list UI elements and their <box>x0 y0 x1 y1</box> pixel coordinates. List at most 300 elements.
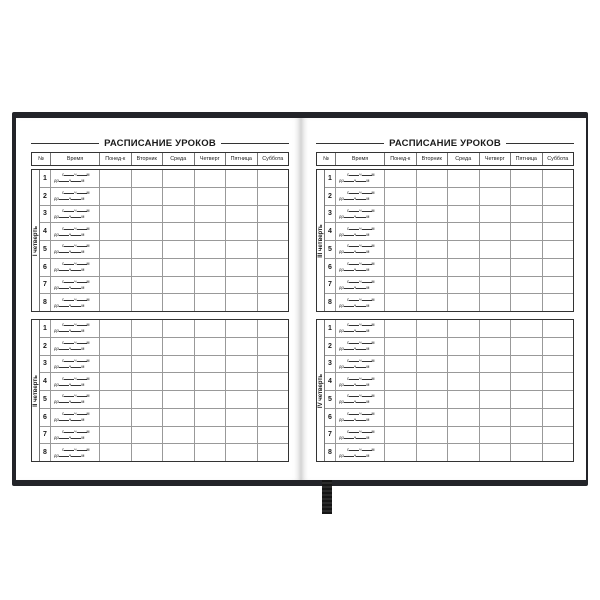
lesson-cell[interactable] <box>226 391 258 408</box>
lesson-cell[interactable] <box>417 338 449 355</box>
lesson-cell[interactable] <box>511 427 543 444</box>
time-line <box>54 249 99 255</box>
lesson-cell[interactable] <box>195 188 227 205</box>
lesson-cell[interactable] <box>448 391 480 408</box>
lesson-time-field[interactable] <box>51 373 100 390</box>
lesson-cell[interactable] <box>417 391 449 408</box>
lesson-cell[interactable] <box>163 241 195 258</box>
lesson-cell[interactable] <box>100 320 132 337</box>
time-prefix: до <box>339 381 345 387</box>
lesson-time-field[interactable] <box>336 241 385 258</box>
lesson-cell[interactable] <box>163 277 195 294</box>
lesson-cell[interactable] <box>511 223 543 240</box>
lesson-cell[interactable] <box>448 444 480 461</box>
time-blank <box>77 279 87 283</box>
lesson-cell[interactable] <box>195 391 227 408</box>
lesson-cell[interactable] <box>132 409 164 426</box>
lesson-cell[interactable] <box>417 320 449 337</box>
lesson-cell[interactable] <box>195 223 227 240</box>
lesson-cell[interactable] <box>132 427 164 444</box>
lesson-cell[interactable] <box>163 294 195 311</box>
lesson-cell[interactable] <box>195 373 227 390</box>
lesson-number: 3 <box>325 356 336 373</box>
lesson-cell[interactable] <box>163 223 195 240</box>
time-blank <box>64 411 77 417</box>
lesson-cell[interactable] <box>480 338 512 355</box>
lesson-time-field[interactable] <box>336 170 385 187</box>
time-blank <box>77 447 87 451</box>
lesson-cell[interactable] <box>258 427 289 444</box>
time-prefix: с <box>62 340 65 346</box>
time-line <box>54 178 99 184</box>
lesson-cell[interactable] <box>511 391 543 408</box>
lesson-cell[interactable] <box>417 427 449 444</box>
lesson-cell[interactable] <box>385 223 417 240</box>
lesson-cell[interactable] <box>543 241 574 258</box>
lesson-cell[interactable] <box>480 444 512 461</box>
lesson-cell[interactable] <box>385 259 417 276</box>
lesson-cell[interactable] <box>163 320 195 337</box>
lesson-number: 3 <box>325 206 336 223</box>
lesson-time-field[interactable] <box>51 277 100 294</box>
lesson-time-field[interactable] <box>51 223 100 240</box>
lesson-cell[interactable] <box>448 259 480 276</box>
lesson-cell[interactable] <box>448 338 480 355</box>
lesson-cell[interactable] <box>480 223 512 240</box>
lesson-cell[interactable] <box>226 223 258 240</box>
lesson-cell[interactable] <box>258 409 289 426</box>
lesson-cell[interactable] <box>480 170 512 187</box>
lesson-cell[interactable] <box>195 170 227 187</box>
time-hours-label: ч <box>359 207 362 213</box>
time-hours-label: ч <box>69 196 72 202</box>
lesson-cell[interactable] <box>258 223 289 240</box>
lesson-cell[interactable] <box>480 320 512 337</box>
quarter-label: I четверть <box>32 225 39 256</box>
lesson-cell[interactable] <box>195 277 227 294</box>
time-minutes-label: м <box>81 196 85 202</box>
lesson-cell[interactable] <box>195 409 227 426</box>
lesson-cell[interactable] <box>100 223 132 240</box>
lesson-cell[interactable] <box>163 206 195 223</box>
time-minutes-label: м <box>371 261 375 267</box>
time-minutes-label: м <box>81 249 85 255</box>
time-blank <box>59 249 72 255</box>
time-minutes-label: м <box>366 178 370 184</box>
lesson-cell[interactable] <box>132 320 164 337</box>
time-line <box>54 382 99 388</box>
time-blank <box>362 243 372 247</box>
lesson-cell[interactable] <box>543 277 574 294</box>
lesson-cell[interactable] <box>195 241 227 258</box>
time-hours-label: ч <box>354 363 357 369</box>
lesson-number: 3 <box>40 206 51 223</box>
lesson-cell[interactable] <box>417 409 449 426</box>
lesson-cell[interactable] <box>448 277 480 294</box>
lesson-cell[interactable] <box>417 373 449 390</box>
lesson-cell[interactable] <box>448 356 480 373</box>
lesson-cell[interactable] <box>480 373 512 390</box>
lesson-time-field[interactable] <box>51 409 100 426</box>
time-minutes-label: м <box>366 249 370 255</box>
lesson-cell[interactable] <box>226 338 258 355</box>
lesson-cell[interactable] <box>385 241 417 258</box>
lesson-cell[interactable] <box>132 170 164 187</box>
time-blank <box>349 340 362 346</box>
lesson-cell[interactable] <box>417 444 449 461</box>
time-prefix: до <box>339 399 345 405</box>
lesson-cell[interactable] <box>480 241 512 258</box>
lesson-cell[interactable] <box>417 356 449 373</box>
lesson-cell[interactable] <box>195 206 227 223</box>
lesson-cell[interactable] <box>543 259 574 276</box>
time-minutes-label: м <box>81 267 85 273</box>
lesson-cell[interactable] <box>258 170 289 187</box>
lesson-time-field[interactable] <box>51 356 100 373</box>
lesson-cell[interactable] <box>132 338 164 355</box>
lesson-cell[interactable] <box>480 206 512 223</box>
time-minutes-label: м <box>86 446 90 452</box>
lesson-cell[interactable] <box>100 294 132 311</box>
lesson-cell[interactable] <box>163 444 195 461</box>
lesson-cell[interactable] <box>480 409 512 426</box>
lesson-cell[interactable] <box>258 391 289 408</box>
lesson-time-field[interactable] <box>51 206 100 223</box>
lesson-cell[interactable] <box>417 241 449 258</box>
lesson-time-field[interactable] <box>51 241 100 258</box>
time-hours-label: ч <box>359 428 362 434</box>
lesson-cell[interactable] <box>258 373 289 390</box>
lesson-cell[interactable] <box>543 294 574 311</box>
lesson-time-field[interactable] <box>336 427 385 444</box>
lesson-cell[interactable] <box>100 241 132 258</box>
lesson-cell[interactable] <box>385 188 417 205</box>
lesson-cell[interactable] <box>163 259 195 276</box>
time-blank <box>362 411 372 415</box>
lesson-cell[interactable] <box>543 320 574 337</box>
lesson-cell[interactable] <box>226 320 258 337</box>
time-prefix: до <box>54 434 60 440</box>
time-minutes-label: м <box>81 452 85 458</box>
lesson-cell[interactable] <box>100 444 132 461</box>
lesson-cell[interactable] <box>511 338 543 355</box>
lesson-time-field[interactable] <box>51 427 100 444</box>
lesson-cell[interactable] <box>258 259 289 276</box>
lesson-time-field[interactable] <box>336 373 385 390</box>
lesson-time-field[interactable] <box>51 338 100 355</box>
lesson-cell[interactable] <box>511 259 543 276</box>
lesson-cell[interactable] <box>195 427 227 444</box>
time-blank <box>64 278 77 284</box>
lesson-cell[interactable] <box>258 320 289 337</box>
time-prefix: с <box>62 411 65 417</box>
lesson-cell[interactable] <box>100 427 132 444</box>
lesson-cell[interactable] <box>480 259 512 276</box>
lesson-cell[interactable] <box>511 444 543 461</box>
time-hours-label: ч <box>69 178 72 184</box>
lesson-cell[interactable] <box>100 259 132 276</box>
lesson-cell[interactable] <box>511 409 543 426</box>
lesson-cell[interactable] <box>448 206 480 223</box>
lesson-cell[interactable] <box>132 206 164 223</box>
lesson-cell[interactable] <box>480 391 512 408</box>
lesson-cell[interactable] <box>226 356 258 373</box>
time-prefix: с <box>62 375 65 381</box>
lesson-rows <box>40 320 288 461</box>
lesson-cell[interactable] <box>163 391 195 408</box>
lesson-cell[interactable] <box>543 409 574 426</box>
lesson-row <box>40 206 288 224</box>
time-blank <box>59 267 72 273</box>
time-blank <box>59 328 72 334</box>
lesson-cell[interactable] <box>543 338 574 355</box>
lesson-cell[interactable] <box>163 356 195 373</box>
time-prefix: с <box>347 243 350 249</box>
time-blank <box>77 172 87 176</box>
lesson-cell[interactable] <box>132 294 164 311</box>
lesson-cell[interactable] <box>385 338 417 355</box>
lesson-cell[interactable] <box>226 188 258 205</box>
quarter-label: IV четверть <box>317 373 324 408</box>
lesson-cell[interactable] <box>100 391 132 408</box>
lesson-time-field[interactable] <box>336 277 385 294</box>
lesson-cell[interactable] <box>258 356 289 373</box>
lesson-cell[interactable] <box>511 294 543 311</box>
lesson-cell[interactable] <box>195 444 227 461</box>
lesson-cell[interactable] <box>385 277 417 294</box>
lesson-time-field[interactable] <box>336 223 385 240</box>
lesson-cell[interactable] <box>195 356 227 373</box>
lesson-cell[interactable] <box>132 223 164 240</box>
lesson-cell[interactable] <box>543 170 574 187</box>
time-hours-label: ч <box>69 302 72 308</box>
lesson-cell[interactable] <box>100 338 132 355</box>
lesson-cell[interactable] <box>448 294 480 311</box>
lesson-cell[interactable] <box>543 444 574 461</box>
lesson-cell[interactable] <box>385 320 417 337</box>
lesson-cell[interactable] <box>100 170 132 187</box>
lesson-cell[interactable] <box>385 409 417 426</box>
lesson-cell[interactable] <box>163 409 195 426</box>
lesson-cell[interactable] <box>258 188 289 205</box>
lesson-cell[interactable] <box>385 373 417 390</box>
lesson-cell[interactable] <box>511 356 543 373</box>
time-minutes-label: м <box>86 393 90 399</box>
lesson-cell[interactable] <box>100 373 132 390</box>
lesson-cell[interactable] <box>226 427 258 444</box>
lesson-cell[interactable] <box>258 241 289 258</box>
time-blank <box>71 249 81 253</box>
title-rule <box>316 143 384 144</box>
lesson-time-field[interactable] <box>336 206 385 223</box>
lesson-cell[interactable] <box>543 188 574 205</box>
time-blank <box>59 417 72 423</box>
lesson-cell[interactable] <box>132 444 164 461</box>
lesson-cell[interactable] <box>132 391 164 408</box>
lesson-cell[interactable] <box>385 294 417 311</box>
lesson-cell[interactable] <box>100 409 132 426</box>
time-minutes-label: м <box>371 340 375 346</box>
lesson-cell[interactable] <box>480 188 512 205</box>
lesson-cell[interactable] <box>226 241 258 258</box>
quarter-block <box>316 169 574 312</box>
lesson-cell[interactable] <box>195 338 227 355</box>
lesson-cell[interactable] <box>226 170 258 187</box>
lesson-cell[interactable] <box>100 188 132 205</box>
lesson-cell[interactable] <box>258 294 289 311</box>
lesson-cell[interactable] <box>132 241 164 258</box>
time-minutes-label: м <box>81 381 85 387</box>
lesson-cell[interactable] <box>258 277 289 294</box>
lesson-cell[interactable] <box>448 320 480 337</box>
lesson-cell[interactable] <box>511 170 543 187</box>
lesson-cell[interactable] <box>226 294 258 311</box>
lesson-cell[interactable] <box>543 373 574 390</box>
lesson-cell[interactable] <box>511 206 543 223</box>
lesson-cell[interactable] <box>385 206 417 223</box>
lesson-cell[interactable] <box>163 427 195 444</box>
time-blank <box>77 297 87 301</box>
lesson-number: 7 <box>40 277 51 294</box>
lesson-cell[interactable] <box>511 188 543 205</box>
lesson-cell[interactable] <box>417 259 449 276</box>
lesson-cell[interactable] <box>258 338 289 355</box>
lesson-cell[interactable] <box>385 356 417 373</box>
lesson-cell[interactable] <box>132 188 164 205</box>
lesson-cell[interactable] <box>511 241 543 258</box>
lesson-time-field[interactable] <box>51 294 100 311</box>
lesson-cell[interactable] <box>448 409 480 426</box>
time-line <box>54 214 99 220</box>
lesson-cell[interactable] <box>226 373 258 390</box>
lesson-cell[interactable] <box>132 373 164 390</box>
lesson-cell[interactable] <box>258 206 289 223</box>
lesson-cell[interactable] <box>543 206 574 223</box>
lesson-cell[interactable] <box>511 277 543 294</box>
lesson-cell[interactable] <box>511 320 543 337</box>
lesson-cell[interactable] <box>448 223 480 240</box>
lesson-cell[interactable] <box>226 444 258 461</box>
lesson-time-field[interactable] <box>336 444 385 461</box>
time-blank <box>362 358 372 362</box>
lesson-time-field[interactable] <box>51 188 100 205</box>
lesson-cell[interactable] <box>163 338 195 355</box>
lesson-cell[interactable] <box>226 277 258 294</box>
lesson-cell[interactable] <box>163 188 195 205</box>
time-hours-label: ч <box>354 381 357 387</box>
lesson-cell[interactable] <box>163 373 195 390</box>
lesson-cell[interactable] <box>543 223 574 240</box>
lesson-time-field[interactable] <box>336 259 385 276</box>
lesson-cell[interactable] <box>132 356 164 373</box>
time-prefix: до <box>54 399 60 405</box>
time-prefix: с <box>62 172 65 178</box>
lesson-cell[interactable] <box>100 277 132 294</box>
lesson-cell[interactable] <box>480 277 512 294</box>
time-hours-label: ч <box>359 375 362 381</box>
lesson-cell[interactable] <box>385 391 417 408</box>
lesson-cell[interactable] <box>195 320 227 337</box>
lesson-time-field[interactable] <box>336 320 385 337</box>
lesson-cell[interactable] <box>480 294 512 311</box>
lesson-time-field[interactable] <box>51 259 100 276</box>
lesson-cell[interactable] <box>226 409 258 426</box>
lesson-cell[interactable] <box>195 259 227 276</box>
lesson-time-field[interactable] <box>336 356 385 373</box>
lesson-cell[interactable] <box>195 294 227 311</box>
time-blank <box>59 452 72 458</box>
lesson-cell[interactable] <box>258 444 289 461</box>
lesson-cell[interactable] <box>417 223 449 240</box>
time-prefix: до <box>54 178 60 184</box>
time-hours-label: ч <box>74 340 77 346</box>
lesson-cell[interactable] <box>417 170 449 187</box>
lesson-cell[interactable] <box>417 206 449 223</box>
lesson-cell[interactable] <box>511 373 543 390</box>
lesson-time-field[interactable] <box>336 338 385 355</box>
lesson-cell[interactable] <box>132 277 164 294</box>
lesson-cell[interactable] <box>543 356 574 373</box>
lesson-cell[interactable] <box>448 427 480 444</box>
lesson-cell[interactable] <box>417 188 449 205</box>
lesson-cell[interactable] <box>226 206 258 223</box>
header-time: Время <box>336 153 385 165</box>
lesson-cell[interactable] <box>448 241 480 258</box>
lesson-time-field[interactable] <box>51 391 100 408</box>
lesson-time-field[interactable] <box>51 170 100 187</box>
time-blank <box>77 376 87 380</box>
time-blank <box>356 435 366 439</box>
time-prefix: с <box>62 322 65 328</box>
lesson-time-field[interactable] <box>336 294 385 311</box>
page-title: РАСПИСАНИЕ УРОКОВ <box>104 137 216 149</box>
lesson-cell[interactable] <box>417 277 449 294</box>
lesson-cell[interactable] <box>163 170 195 187</box>
lesson-time-field[interactable] <box>51 320 100 337</box>
lesson-row <box>325 320 573 338</box>
time-blank <box>77 411 87 415</box>
lesson-cell[interactable] <box>480 427 512 444</box>
lesson-cell[interactable] <box>385 444 417 461</box>
lesson-cell[interactable] <box>480 356 512 373</box>
lesson-time-field[interactable] <box>51 444 100 461</box>
lesson-cell[interactable] <box>448 373 480 390</box>
lesson-number: 4 <box>40 223 51 240</box>
lesson-cell[interactable] <box>100 206 132 223</box>
lesson-cell[interactable] <box>385 170 417 187</box>
time-blank <box>77 243 87 247</box>
lesson-cell[interactable] <box>385 427 417 444</box>
lesson-cell[interactable] <box>543 427 574 444</box>
lesson-cell[interactable] <box>543 391 574 408</box>
lesson-cell[interactable] <box>226 259 258 276</box>
lesson-cell[interactable] <box>132 259 164 276</box>
time-line <box>54 328 99 334</box>
lesson-cell[interactable] <box>417 294 449 311</box>
time-prefix: с <box>347 428 350 434</box>
lesson-row <box>325 223 573 241</box>
lesson-time-field[interactable] <box>336 188 385 205</box>
lesson-cell[interactable] <box>100 356 132 373</box>
time-blank <box>349 446 362 452</box>
lesson-time-field[interactable] <box>336 391 385 408</box>
time-blank <box>356 232 366 236</box>
lesson-rows <box>325 320 573 461</box>
lesson-time-field[interactable] <box>336 409 385 426</box>
lesson-cell[interactable] <box>448 188 480 205</box>
time-line <box>54 435 99 441</box>
lesson-cell[interactable] <box>448 170 480 187</box>
